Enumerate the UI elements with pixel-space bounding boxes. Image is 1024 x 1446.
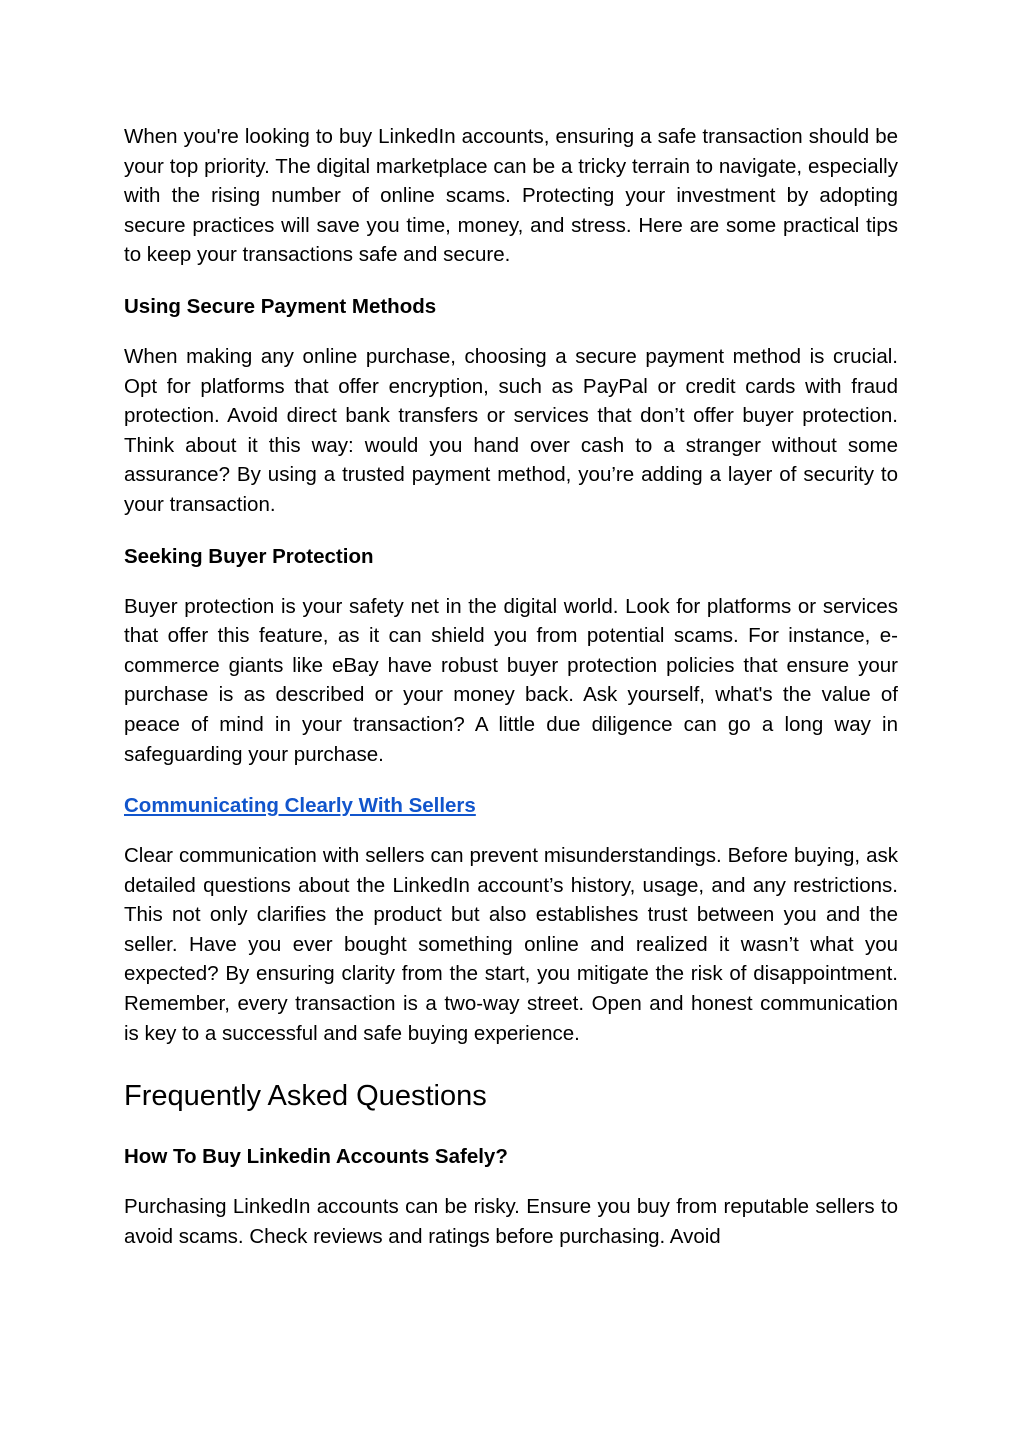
- document-content: [124, 122, 898, 1251]
- faq-answer: Purchasing LinkedIn accounts can be risky. Ensure you buy from reputable sellers to avoid scams. Check reviews and ratings before purchasing. Avoid: [124, 1195, 898, 1248]
- communicating-sellers-link[interactable]: Communicating Clearly With Sellers: [124, 794, 476, 818]
- faq-question: How To Buy Linkedin Accounts Safely?: [124, 1145, 508, 1169]
- intro-paragraph: When you're looking to buy LinkedIn accounts, ensuring a safe transaction should be your top priority. The digital marketplace can be a tricky terrain to navigate, especially with the rising number of online scams. Protecting your investment by adopting secure practices will save you time, money, and stress. Here are some practical tips to keep your transactions safe and secure.: [124, 125, 898, 267]
- section-heading-secure-payment: Using Secure Payment Methods: [124, 294, 437, 318]
- section-heading-communicating: [124, 792, 898, 820]
- section-paragraph-buyer-protection: Buyer protection is your safety net in the digital world. Look for platforms or services that offer this feature, as it can shield you from potential scams. For instance, e-commerce giants like eBay have robust buyer protection policies that ensure your purchase is as described or your money back. Ask yourself, what's the value of peace of mind in your transaction? A little due diligence can go a long way in safeguarding your purchase.: [124, 594, 898, 766]
- faq-heading: Frequently Asked Questions: [124, 1080, 487, 1113]
- section-paragraph-communicating: Clear communication with sellers can prevent misunderstandings. Before buying, ask detailed questions about the LinkedIn account’s history, usage, and any restrictions. This not only clarifies the product but also establishes trust between you and the seller. Have you ever bought something online and realized it wasn’t what you expected? By ensuring clarity from the start, you mitigate the risk of disappointment. Remember, every transaction is a two-way street. Open and honest communication is key to a successful and safe buying experience.: [124, 844, 898, 1045]
- section-paragraph-secure-payment: When making any online purchase, choosing a secure payment method is crucial. Opt for platforms that offer encryption, such as PayPal or credit cards with fraud protection. Avoid direct bank transfers or services that don’t offer buyer protection. Think about it this way: would you hand over cash to a stranger without some assurance? By using a trusted payment method, you’re adding a layer of security to your transaction.: [124, 344, 898, 516]
- section-heading-buyer-protection: Seeking Buyer Protection: [124, 544, 374, 568]
